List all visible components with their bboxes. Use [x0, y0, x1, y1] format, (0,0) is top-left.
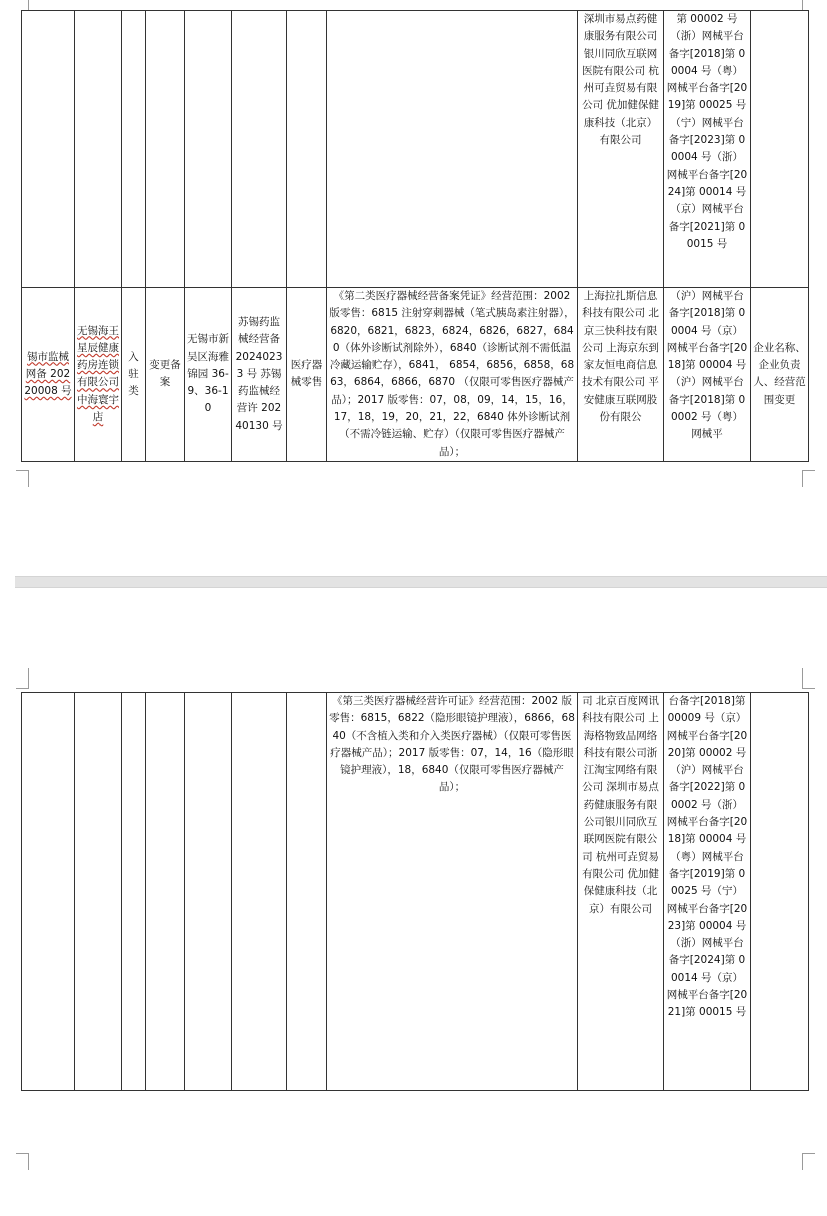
scope-text: 《第三类医疗器械经营许可证》经营范围：2002 版零售：6815，6822（隐形眼镜护理液），6866，6840（不含植入类和介入类医疗器械）（仅限可零售医疗器械产品）；2017 版零售：07，14，16（隐形眼镜护理液），18，6840（仅限可零售医疗器械产品）； [329, 695, 575, 794]
cell-action [146, 288, 185, 462]
action-text: 变更备案 [149, 359, 181, 389]
change-text: 企业名称、企业负责人、经营范围变更 [753, 341, 806, 406]
document-page-2 [0, 588, 827, 1216]
crop-mark-top-left [16, 668, 29, 689]
cell-scope [327, 11, 578, 288]
cell-action [146, 693, 185, 1091]
cell-license [232, 288, 287, 462]
crop-mark-top-right [802, 0, 815, 10]
cell-company [75, 288, 122, 462]
cell-scope [327, 288, 578, 462]
address-text: 无锡市新吴区海雅锦园 36-9、36-10 [187, 333, 229, 415]
record-table-page-1 [21, 10, 809, 462]
cell-platform [578, 288, 664, 462]
record-table-page-2 [21, 692, 809, 1091]
cell-address [185, 11, 232, 288]
cell-record-no [22, 693, 75, 1091]
cell-business [287, 693, 327, 1091]
cell-business [287, 11, 327, 288]
crop-mark-top-right [802, 668, 815, 689]
company-text: 无锡海王星辰健康药房连锁有限公司中海寰宇店 [77, 324, 119, 424]
document-page-1 [0, 0, 827, 576]
record-no-text: 锡市监械网备 20220008 号 [24, 350, 72, 398]
table-row [22, 693, 809, 1091]
platform-text: 上海拉扎斯信息科技有限公司 北京三快科技有限公司 上海京东到家友恒电商信息技术有限公司 平安健康互联网股份有限公 [582, 290, 659, 424]
cell-type [122, 11, 146, 288]
table-row [22, 288, 809, 462]
cell-change [751, 693, 809, 1091]
cell-scope [327, 693, 578, 1091]
crop-mark-top-left [16, 0, 29, 10]
crop-mark-bottom-right [802, 1153, 815, 1170]
cell-license [232, 693, 287, 1091]
cell-record-no [22, 11, 75, 288]
cell-type [122, 288, 146, 462]
table-row [22, 11, 809, 288]
cell-action [146, 11, 185, 288]
scope-text: 《第二类医疗器械经营备案凭证》经营范围：2002 版零售：6815 注射穿刺器械（笔式胰岛素注射器），6820，6821，6823，6824，6826，6827，6840（体外诊断试剂除外），6840（诊断试剂不需低温冷藏运输贮存），6841， 6854，6856，6858，6863，6864，6866，6870 （仅限可零售医疗器械产品）；2017 版零售：07，08，09，14，15，16，17，18，19，20，21，22，6840 体外诊断试剂（不需冷链运输、贮存）（仅限可零售医疗器械产品）； [329, 290, 575, 458]
platform-text: 深圳市易点药健康服务有限公司银川同欣互联网医院有限公司 杭州可垚贸易有限公司 优加健保健康科技（北京）有限公司 [582, 13, 659, 147]
platform-text: 司 北京百度网讯科技有限公司 上海格物致品网络科技有限公司浙江淘宝网络有限公司 深圳市易点药健康服务有限公司银川同欣互联网医院有限公司 杭州可垚贸易有限公司 优加健保健康科技（北京）有限公司 [582, 695, 659, 915]
cell-platform-record [664, 11, 751, 288]
cell-type [122, 693, 146, 1091]
cell-company [75, 693, 122, 1091]
cell-company [75, 11, 122, 288]
license-text: 苏锡药监械经营备 20240233 号 苏锡药监械经营许 20240130 号 [235, 315, 283, 432]
crop-mark-bottom-left [16, 470, 29, 487]
cell-change [751, 11, 809, 288]
cell-address [185, 693, 232, 1091]
cell-platform [578, 11, 664, 288]
cell-platform-record [664, 288, 751, 462]
cell-change [751, 288, 809, 462]
platform-record-text: （沪）网械平台备字[2018]第 00004 号（京）网械平台备字[2018]第 00004 号（沪）网械平台备字[2018]第 00002 号（粤）网械平 [666, 290, 748, 441]
cell-business [287, 288, 327, 462]
platform-record-text: 台备字[2018]第 00009 号（京）网械平台备字[2020]第 00002 号（沪）网械平台备字[2022]第 00002 号（浙）网械平台备字[2018]第 00004 号（粤）网械平台备字[2019]第 00025 号（宁）网械平台备字[2023]第 00004 号（浙）网械平台备字[2024]第 00014 号（京）网械平台备字[2021]第 00015 号 [666, 695, 748, 1019]
cell-license [232, 11, 287, 288]
cell-record-no [22, 288, 75, 462]
cell-address [185, 288, 232, 462]
platform-record-text: 第 00002 号（浙）网械平台备字[2018]第 00004 号（粤）网械平台备字[2019]第 00025 号（宁）网械平台备字[2023]第 00004 号（浙）网械平台备字[2024]第 00014 号（京）网械平台备字[2021]第 00015 号 [666, 13, 748, 250]
page-separator [15, 576, 827, 588]
cell-platform-record [664, 693, 751, 1091]
type-text: 入驻类 [128, 350, 139, 398]
crop-mark-bottom-left [16, 1153, 29, 1170]
business-text: 医疗器械零售 [290, 359, 323, 389]
crop-mark-bottom-right [802, 470, 815, 487]
cell-platform [578, 693, 664, 1091]
